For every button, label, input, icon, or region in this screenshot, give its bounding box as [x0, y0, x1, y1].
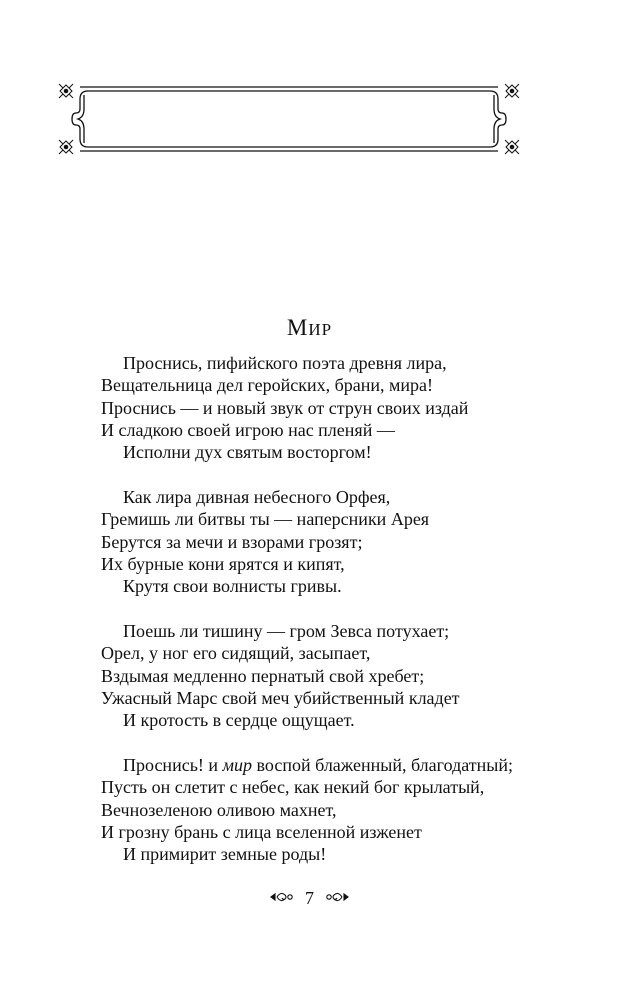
- verse-line: Исполни дух святым восторгом!: [123, 442, 372, 463]
- verse-line: Проснись — и новый звук от струн своих издай: [101, 397, 469, 418]
- verse-fragment-italic: мир: [222, 754, 253, 775]
- verse-line: И примирит земные роды!: [123, 844, 327, 865]
- verse-line: Проснись, пифийского поэта древня лира,: [123, 353, 447, 373]
- verse-fragment: воспой блаженный, благодатный;: [252, 754, 513, 775]
- stanza-2: [101, 486, 581, 597]
- verse-line: И сладкою своей игрою нас пленяй —: [101, 419, 395, 440]
- verse-line: Ужасный Марс свой меч убийственный кладет: [101, 687, 460, 708]
- stanza-3: [101, 620, 581, 731]
- verse-line: Поешь ли тишину — гром Зевса потухает;: [123, 620, 450, 641]
- poem-title: [0, 314, 619, 344]
- verse-line: Вздымая медленно пернатый свой хребет;: [101, 665, 425, 686]
- ornamental-frame-icon: [58, 83, 520, 155]
- stanza-1: [101, 352, 581, 463]
- verse-fragment: Проснись! и: [123, 754, 223, 775]
- verse-line: Берутся за мечи и взорами грозят;: [101, 531, 363, 552]
- verse-line: И кротость в сердце ощущает.: [123, 710, 355, 731]
- poem-title-initial: М: [286, 315, 309, 340]
- verse-line: [101, 754, 581, 776]
- verse-line: Вещательница дел геройских, брани, мира!: [101, 375, 433, 396]
- verse-line: Пусть он слетит с небес, как некий бог крылатый,: [101, 777, 485, 798]
- verse-line: Их бурные кони ярятся и кипят,: [101, 553, 345, 574]
- verse-line: Как лира дивная небесного Орфея,: [123, 486, 391, 507]
- ornament-left-icon: [269, 887, 295, 909]
- stanza-4: [101, 754, 581, 865]
- poem-body: [101, 352, 581, 888]
- poem-title-rest: ИР: [308, 320, 333, 339]
- verse-line: Крутя свои волнисты гривы.: [123, 576, 342, 597]
- ornamental-header-frame: [58, 83, 520, 155]
- verse-line: Гремишь ли битвы ты — наперсники Арея: [101, 509, 430, 530]
- verse-line: Вечнозеленою оливою махнет,: [101, 799, 337, 820]
- page-footer: [0, 885, 619, 909]
- verse-line: Орел, у ног его сидящий, засыпает,: [101, 643, 371, 664]
- verse-line: И грозну брань с лица вселенной изженет: [101, 821, 422, 842]
- page-number: 7: [305, 887, 314, 908]
- ornament-right-icon: [324, 887, 350, 909]
